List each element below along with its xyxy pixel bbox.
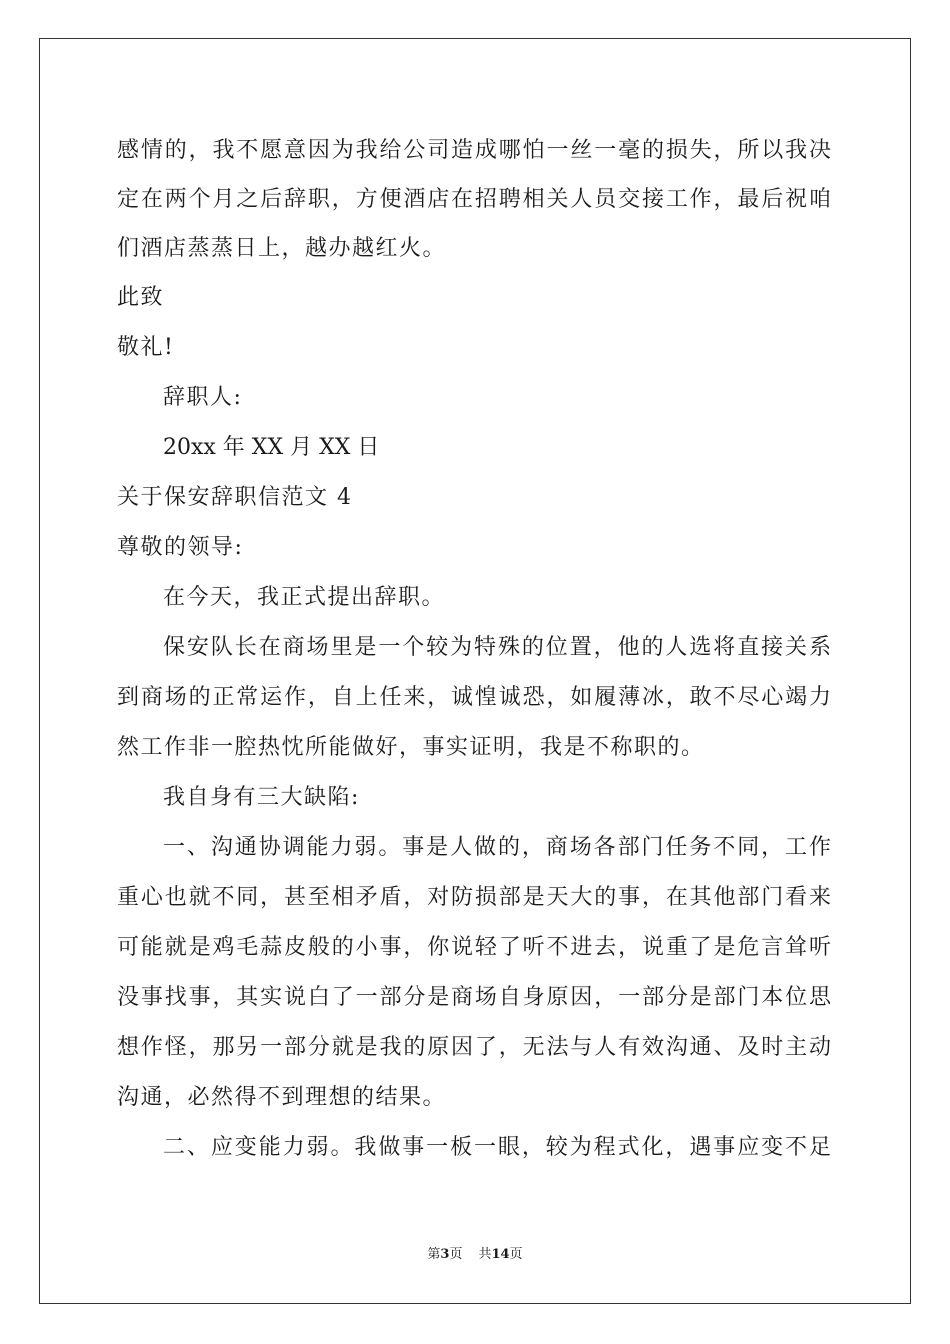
- page-border: [39, 38, 911, 1304]
- body-line: 一、沟通协调能力弱。事是人做的，商场各部门任务不同，工作: [163, 835, 831, 860]
- page-prefix: 第: [427, 1247, 441, 1262]
- signature-label: 辞职人:: [163, 385, 243, 410]
- page-footer: [0, 1246, 950, 1264]
- body-line: 感情的，我不愿意因为我给公司造成哪怕一丝一毫的损失，所以我决: [117, 138, 831, 163]
- body-line: 们酒店蒸蒸日上，越办越红火。: [117, 236, 447, 261]
- body-line: 想作怪，那另一部分就是我的原因了，无法与人有效沟通、及时主动: [117, 1035, 831, 1060]
- body-line: 沟通，必然得不到理想的结果。: [117, 1085, 447, 1110]
- total-pages: 14: [491, 1247, 510, 1262]
- body-line: 在今天，我正式提出辞职。: [163, 585, 446, 610]
- section-heading: 关于保安辞职信范文 4: [117, 485, 353, 510]
- body-line: 保安队长在商场里是一个较为特殊的位置，他的人选将直接关系: [163, 635, 831, 660]
- body-line: 没事找事，其实说白了一部分是商场自身原因，一部分是部门本位思: [117, 985, 831, 1010]
- body-line: 二、应变能力弱。我做事一板一眼，较为程式化，遇事应变不足: [163, 1135, 831, 1160]
- body-line: 重心也就不同，甚至相矛盾，对防损部是天大的事，在其他部门看来: [117, 885, 831, 910]
- body-line: 定在两个月之后辞职，方便酒店在招聘相关人员交接工作，最后祝咱: [117, 187, 831, 212]
- letter-greeting: 尊敬的领导:: [117, 535, 244, 560]
- body-line: 我自身有三大缺陷:: [163, 785, 360, 810]
- body-line: 可能就是鸡毛蒜皮般的小事，你说轻了听不进去，说重了是危言耸听: [117, 935, 831, 960]
- page-number: 3: [440, 1247, 450, 1262]
- total-suffix: 页: [509, 1247, 523, 1262]
- body-line: 然工作非一腔热忱所能做好，事实证明，我是不称职的。: [117, 735, 705, 760]
- closing-regards: 敬礼!: [117, 335, 175, 360]
- body-line: 到商场的正常运作，自上任来，诚惶诚恐，如履薄冰，敢不尽心竭力: [117, 685, 831, 710]
- signature-date: 20xx 年 XX 月 XX 日: [163, 435, 380, 460]
- total-prefix: 共: [478, 1247, 492, 1262]
- page-suffix: 页: [449, 1247, 463, 1262]
- closing-salutation: 此致: [117, 285, 165, 310]
